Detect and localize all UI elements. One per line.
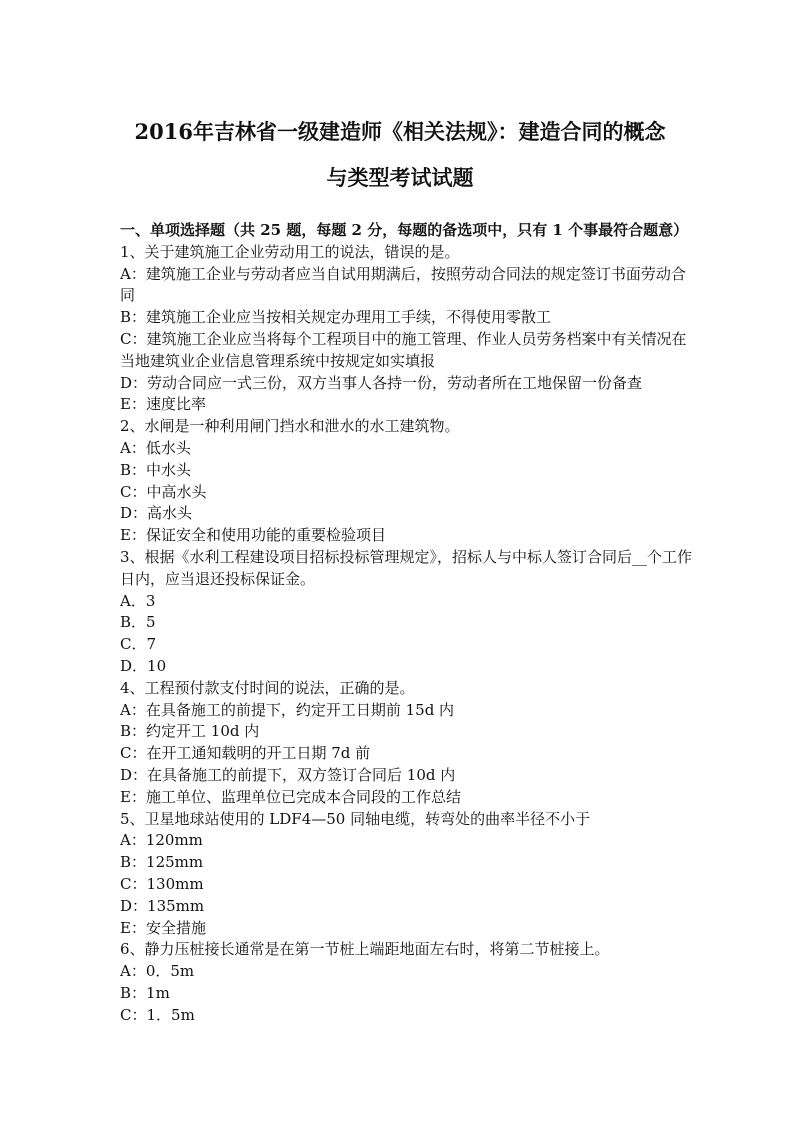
question-4-stem: 4、工程预付款支付时间的说法，正确的是。 xyxy=(120,678,415,697)
question-3-option-a: A．3 xyxy=(120,591,156,610)
question-1-option-a: A：建筑施工企业与劳动者应当自试用期满后，按照劳动合同法的规定签订书面劳动合同 xyxy=(120,264,686,305)
question-6-option-c: C：1．5m xyxy=(120,1005,195,1024)
question-2-option-a: A：低水头 xyxy=(120,438,191,457)
question-3-option-b: B．5 xyxy=(120,613,156,632)
question-6-option-b: B：1m xyxy=(120,983,170,1002)
document-title-line-1: 2016年吉林省一级建造师《相关法规》：建造合同的概念 xyxy=(134,119,666,144)
question-5-option-d: D：135mm xyxy=(120,896,205,915)
question-4-option-a: A：在具备施工的前提下，约定开工日期前 15d 内 xyxy=(120,700,455,719)
question-5-option-e: E：安全措施 xyxy=(120,918,206,937)
question-1-option-d: D：劳动合同应一式三份，双方当事人各持一份，劳动者所在工地保留一份备查 xyxy=(120,373,643,392)
question-3-option-d: D．10 xyxy=(120,656,167,675)
question-4-option-d: D：在具备施工的前提下，双方签订合同后 10d 内 xyxy=(120,765,456,784)
question-1-stem: 1、关于建筑施工企业劳动用工的说法，错误的是。 xyxy=(120,242,460,261)
section-header: 一、单项选择题（共 25 题，每题 2 分，每题的备选项中，只有 1 个事最符合题意） xyxy=(120,221,689,239)
exam-content xyxy=(120,220,695,1026)
question-5-option-b: B：125mm xyxy=(120,853,204,872)
question-4-option-c: C：在开工通知载明的开工日期 7d 前 xyxy=(120,744,371,763)
question-6-option-a: A：0．5m xyxy=(120,962,195,981)
question-1-option-b: B：建筑施工企业应当按相关规定办理用工手续，不得使用零散工 xyxy=(120,308,552,327)
question-2-option-c: C：中高水头 xyxy=(120,482,207,501)
question-5-stem: 5、卫星地球站使用的 LDF4—50 同轴电缆，转弯处的曲率半径不小于 xyxy=(120,809,591,828)
question-2-option-b: B：中水头 xyxy=(120,460,192,479)
document-title-line-2: 与类型考试试题 xyxy=(326,165,474,190)
question-2-option-e: E：保证安全和使用功能的重要检验项目 xyxy=(120,526,386,545)
question-5-option-c: C：130mm xyxy=(120,874,204,893)
question-1-option-c: C：建筑施工企业应当将每个工程项目中的施工管理、作业人员劳务档案中有关情况在当地建筑业企业信息管理系统中按规定如实填报 xyxy=(120,329,687,370)
question-4-option-e: E：施工单位、监理单位已完成本合同段的工作总结 xyxy=(120,787,461,806)
question-6-stem: 6、静力压桩接长通常是在第一节桩上端距地面左右时，将第二节桩接上。 xyxy=(120,940,610,959)
question-3-option-c: C．7 xyxy=(120,635,157,654)
question-2-option-d: D：高水头 xyxy=(120,504,193,523)
question-3-stem: 3、根据《水利工程建设项目招标投标管理规定》，招标人与中标人签订合同后__个工作日内，应当退还投标保证金。 xyxy=(120,547,693,588)
question-2-stem: 2、水闸是一种利用闸门挡水和泄水的水工建筑物。 xyxy=(120,417,460,436)
question-4-option-b: B：约定开工 10d 内 xyxy=(120,722,260,741)
question-5-option-a: A：120mm xyxy=(120,831,203,850)
question-1-option-e: E：速度比率 xyxy=(120,395,206,414)
